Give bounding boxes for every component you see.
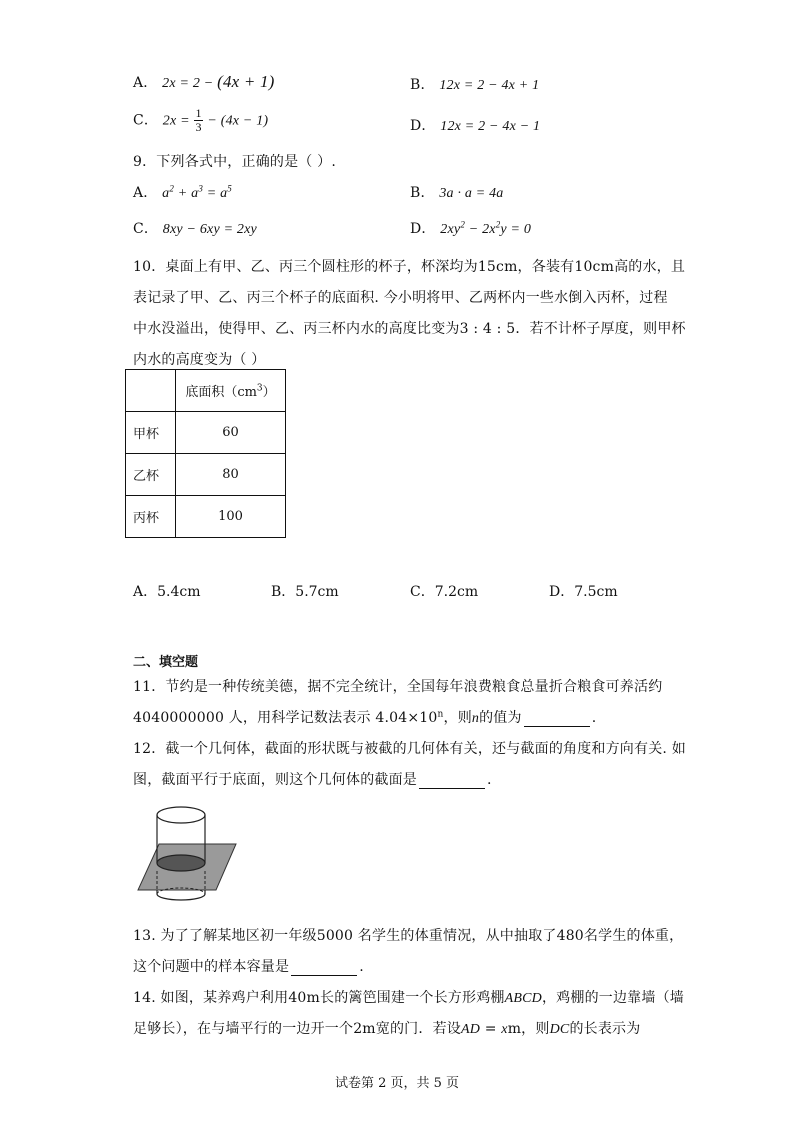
- option-label: C．: [133, 112, 159, 129]
- fraction-numerator: 1: [195, 106, 202, 120]
- table-cell: [126, 370, 176, 412]
- answer-blank: [419, 774, 485, 789]
- q9-option-d: [410, 218, 531, 238]
- answer-blank: [291, 961, 357, 976]
- table-row: [126, 412, 286, 454]
- option-label: D．: [410, 221, 436, 237]
- cylinder-top: [157, 807, 205, 823]
- q9-option-b: [410, 182, 504, 202]
- q10-line-1: 10．桌面上有甲、乙、丙三个圆柱形的杯子，杯深均为15cm，各装有10cm高的水，且: [133, 259, 686, 275]
- table-cell: 乙杯: [126, 454, 176, 496]
- table-row: [126, 496, 286, 538]
- page-footer: 试卷第 2 页，共 5 页: [334, 1076, 460, 1091]
- q14-line-1: 14. 如图，某养鸡户利用40m长的篱笆围建一个长方形鸡棚ABCD，鸡棚的一边靠墙（墙: [133, 990, 684, 1006]
- q10-option-b: B．5.7cm: [271, 584, 339, 600]
- table-header-cell: 底面积$(cm^3)$: [176, 370, 286, 412]
- option-expr: 12x = 2 − 4x − 1: [440, 119, 541, 134]
- q13-line-1: 13. 为了了解某地区初一年级5000 名学生的体重情况，从中抽取了480名学生的体重，: [133, 928, 684, 944]
- option-label: B．: [410, 185, 435, 201]
- option-expr: 8xy − 6xy = 2xy: [162, 222, 257, 237]
- option-label: A．: [133, 185, 158, 201]
- option-expr: 12x = 2 − 4x + 1: [439, 78, 540, 93]
- q9-stem: 9．下列各式中，正确的是（ ）.: [133, 154, 337, 170]
- cups-table: [125, 369, 286, 538]
- q9-option-c: [133, 218, 257, 238]
- table-row: [126, 370, 286, 412]
- q11-line-2: 4040000000 人，用科学记数法表示 $4.04\times 10^n$，则n的值为 .: [133, 709, 597, 726]
- cylinder-bottom: [157, 894, 205, 900]
- table-cell: 丙杯: [126, 496, 176, 538]
- option-expr: 3a · a = 4a: [439, 186, 504, 201]
- option-expr: 2x = 2 −: [162, 76, 218, 91]
- table-row: [126, 454, 286, 496]
- option-label: A．: [133, 75, 158, 91]
- option-label: D．: [410, 118, 436, 134]
- q8-option-c: [133, 107, 268, 134]
- table-cell: 60: [176, 412, 286, 454]
- q8-option-a: [133, 72, 275, 92]
- cross-section: [157, 855, 205, 871]
- q10-option-a: A．5.4cm: [133, 584, 201, 600]
- table-cell: 100: [176, 496, 286, 538]
- q10-line-4: 内水的高度变为（ ）: [133, 352, 266, 368]
- table-cell: 甲杯: [126, 412, 176, 454]
- table-cell: 80: [176, 454, 286, 496]
- option-expr: − (4x − 1): [203, 113, 269, 129]
- option-expr: 2x =: [162, 113, 194, 129]
- fraction: [194, 107, 202, 134]
- q10-line-2: 表记录了甲、乙、丙三个杯子的底面积. 今小明将甲、乙两杯内一些水倒入丙杯，过程: [133, 290, 668, 306]
- q14-line-2: 足够长），在与墙平行的一边开一个2m宽的门．若设AD = xm，则DC的长表示为: [133, 1021, 641, 1037]
- q13-line-2: 这个问题中的样本容量是 .: [133, 959, 364, 975]
- option-expr: (4x + 1): [217, 72, 275, 91]
- q9-option-a: [133, 182, 232, 202]
- section-title: 二、填空题: [133, 655, 199, 670]
- q10-option-d: D．7.5cm: [549, 584, 618, 600]
- cylinder-section-figure: [132, 802, 242, 902]
- option-expr: $a^2 + a^3 = a^5$: [162, 183, 232, 201]
- answer-blank: [524, 712, 590, 727]
- q10-option-c: C．7.2cm: [410, 584, 479, 600]
- q12-line-2: 图，截面平行于底面，则这个几何体的截面是 .: [133, 772, 492, 788]
- q8-option-d: [410, 115, 540, 135]
- q10-line-3: 中水没溢出，使得甲、乙、丙三杯内水的高度比变为3 : 4 : 5．若不计杯子厚度，则甲杯: [133, 321, 686, 337]
- q12-line-1: 12．截一个几何体，截面的形状既与被截的几何体有关，还与截面的角度和方向有关. 如: [133, 741, 686, 757]
- q8-option-b: [410, 74, 539, 94]
- option-label: B．: [410, 77, 435, 93]
- fraction-denominator: 3: [195, 120, 202, 134]
- q11-line-1: 11．节约是一种传统美德，据不完全统计，全国每年浪费粮食总量折合粮食可养活约: [133, 679, 663, 695]
- option-expr: $2xy^2 - 2x^2y = 0$: [440, 219, 532, 237]
- option-label: C．: [133, 221, 159, 237]
